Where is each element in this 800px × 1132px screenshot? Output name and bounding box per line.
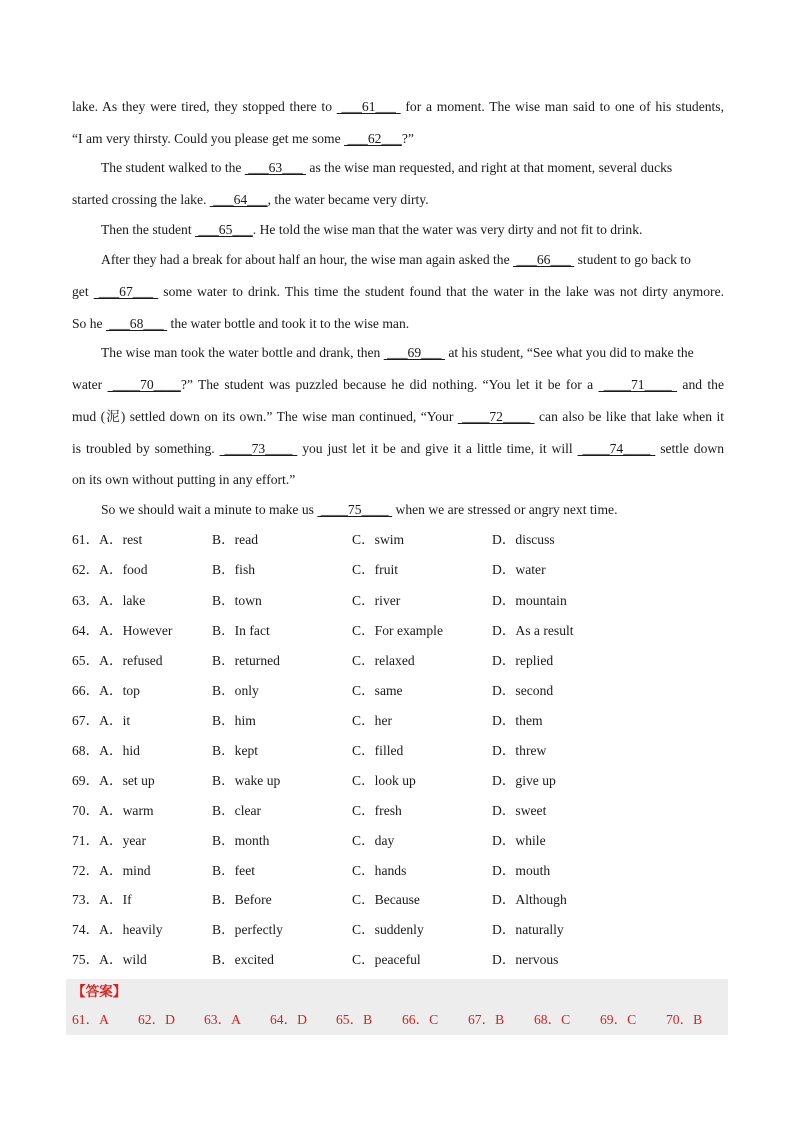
option-c[interactable]: C．filled [352, 743, 404, 758]
passage-text: So he [72, 316, 106, 331]
option-b[interactable]: B．Before [212, 892, 272, 907]
passage-line [101, 158, 672, 178]
option-c[interactable]: C．fruit [352, 562, 399, 577]
question-row [72, 530, 732, 550]
option-a[interactable]: 61．A．rest [72, 532, 143, 547]
option-d[interactable]: D．naturally [492, 922, 564, 937]
answer-item: 61．A [72, 1012, 110, 1027]
blank-65[interactable]: ___65___ [195, 222, 253, 237]
blank-75[interactable]: ____75____ [317, 502, 393, 517]
blank-72[interactable]: ____72____ [457, 409, 535, 424]
blank-62[interactable]: ___62___ [344, 131, 402, 146]
option-c[interactable]: C．relaxed [352, 653, 415, 668]
passage-line [72, 282, 724, 302]
passage-text: the water bottle and took it to the wise man. [167, 316, 410, 331]
option-b[interactable]: B．only [212, 683, 259, 698]
passage-text: is troubled by something. [72, 441, 220, 456]
answer-item: 65．B [336, 1012, 373, 1027]
option-a[interactable]: 66．A．top [72, 683, 140, 698]
option-b[interactable]: B．excited [212, 952, 274, 967]
option-c[interactable]: C．suddenly [352, 922, 424, 937]
passage-line [72, 375, 724, 395]
question-row [72, 681, 732, 701]
passage-line [72, 314, 409, 334]
passage-line [101, 250, 691, 270]
answer-item: 67．B [468, 1012, 505, 1027]
option-d[interactable]: D．water [492, 562, 546, 577]
passage-line [72, 470, 295, 490]
option-a[interactable]: 69．A．set up [72, 773, 155, 788]
option-c[interactable]: C．day [352, 833, 395, 848]
option-d[interactable]: D．As a result [492, 623, 574, 638]
passage-text: After they had a break for about half an hour, the wise man again asked the [101, 252, 514, 267]
question-row [72, 711, 732, 731]
question-row [72, 621, 732, 641]
option-a[interactable]: 68．A．hid [72, 743, 140, 758]
option-b[interactable]: B．perfectly [212, 922, 283, 937]
option-a[interactable]: 73．A．If [72, 892, 132, 907]
question-row [72, 560, 732, 580]
option-c[interactable]: C．Because [352, 892, 420, 907]
option-d[interactable]: D．them [492, 713, 543, 728]
answer-item: 70．B [666, 1012, 703, 1027]
passage-text: The student walked to the [101, 160, 245, 175]
answer-item: 63．A [204, 1012, 242, 1027]
option-a[interactable]: 75．A．wild [72, 952, 147, 967]
answer-item: 68．C [534, 1012, 571, 1027]
passage-line [101, 343, 694, 363]
option-c[interactable]: C．swim [352, 532, 405, 547]
question-row [72, 741, 732, 761]
passage-text: mud (泥) settled down on its own.” The wise man continued, “Your [72, 409, 458, 424]
option-d[interactable]: D．give up [492, 773, 556, 788]
blank-69[interactable]: ___69___ [383, 345, 445, 360]
blank-71[interactable]: ____71____ [598, 377, 678, 392]
question-row [72, 831, 732, 851]
passage-line [72, 439, 724, 459]
blank-61[interactable]: ___61___ [336, 99, 401, 114]
option-d[interactable]: D．discuss [492, 532, 555, 547]
option-d[interactable]: D．while [492, 833, 546, 848]
question-row [72, 920, 732, 940]
option-b[interactable]: B．returned [212, 653, 280, 668]
option-d[interactable]: D．mountain [492, 593, 567, 608]
passage-text: , the water became very dirty. [267, 192, 429, 207]
option-c[interactable]: C．For example [352, 623, 443, 638]
option-a[interactable]: 70．A．warm [72, 803, 154, 818]
option-d[interactable]: D．second [492, 683, 554, 698]
option-a[interactable]: 65．A．refused [72, 653, 163, 668]
option-a[interactable]: 74．A．heavily [72, 922, 163, 937]
option-a[interactable]: 72．A．mind [72, 863, 151, 878]
option-c[interactable]: C．look up [352, 773, 416, 788]
blank-74[interactable]: ____74____ [577, 441, 656, 456]
passage-text: lake. As they were tired, they stopped there to [72, 99, 337, 114]
option-a[interactable]: 71．A．year [72, 833, 146, 848]
option-a[interactable]: 64．A．However [72, 623, 173, 638]
passage-text: The wise man took the water bottle and drank, then [101, 345, 384, 360]
option-d[interactable]: D．replied [492, 653, 554, 668]
question-row [72, 950, 732, 970]
passage-text: as the wise man requested, and right at that moment, several ducks [306, 160, 673, 175]
answer-heading: 【答案】 [72, 984, 127, 999]
blank-66[interactable]: ___66___ [513, 252, 575, 267]
passage-text: on its own without putting in any effort.” [72, 472, 296, 487]
passage-text: ?” The student was puzzled because he did nothing. “You let it be for a [180, 377, 599, 392]
passage-text: can also be like that lake when it [534, 409, 724, 424]
blank-64[interactable]: ___64___ [209, 192, 268, 207]
passage-line [72, 407, 724, 427]
passage-text: started crossing the lake. [72, 192, 210, 207]
passage-text: for a moment. The wise man said to one of his students, [400, 99, 724, 114]
passage-text: when we are stressed or angry next time. [392, 502, 618, 517]
passage-text: “I am very thirsty. Could you please get me some [72, 131, 345, 146]
option-c[interactable]: C．hands [352, 863, 407, 878]
option-b[interactable]: B．him [212, 713, 256, 728]
option-b[interactable]: B．month [212, 833, 270, 848]
blank-63[interactable]: ___63___ [244, 160, 307, 175]
option-b[interactable]: B．kept [212, 743, 259, 758]
question-row [72, 651, 732, 671]
passage-text: and the [677, 377, 724, 392]
question-row [72, 890, 732, 910]
passage-text: . He told the wise man that the water was very dirty and not fit to drink. [252, 222, 643, 237]
answer-item: 66．C [402, 1012, 439, 1027]
passage-text: you just let it be and give it a little time, it will [297, 441, 578, 456]
question-row [72, 591, 732, 611]
passage-line [72, 129, 414, 149]
passage-text: student to go back to [574, 252, 691, 267]
option-a[interactable]: 67．A．it [72, 713, 131, 728]
passage-text: ?” [401, 131, 414, 146]
answer-list [72, 1010, 732, 1030]
option-d[interactable]: D．threw [492, 743, 547, 758]
option-b[interactable]: B．feet [212, 863, 256, 878]
option-c[interactable]: C．same [352, 683, 403, 698]
option-a[interactable]: 62．A．food [72, 562, 148, 577]
question-row [72, 801, 732, 821]
option-a[interactable]: 63．A．lake [72, 593, 146, 608]
option-c[interactable]: C．fresh [352, 803, 402, 818]
blank-67[interactable]: ___67___ [93, 284, 159, 299]
passage-text: some water to drink. This time the student found that the water in the lake was not dirty anymore. [158, 284, 724, 299]
question-row [72, 771, 732, 791]
passage-line [72, 97, 724, 117]
option-c[interactable]: C．peaceful [352, 952, 421, 967]
blank-73[interactable]: ____73____ [219, 441, 298, 456]
option-c[interactable]: C．her [352, 713, 393, 728]
option-d[interactable]: D．mouth [492, 863, 551, 878]
option-b[interactable]: B．town [212, 593, 262, 608]
passage-line [101, 220, 642, 240]
blank-70[interactable]: ____70____ [107, 377, 181, 392]
answer-item: 62．D [138, 1012, 176, 1027]
passage-text: Then the student [101, 222, 196, 237]
passage-text: water [72, 377, 108, 392]
option-d[interactable]: D．sweet [492, 803, 547, 818]
passage-text: get [72, 284, 94, 299]
question-row [72, 861, 732, 881]
blank-68[interactable]: ___68___ [105, 316, 168, 331]
passage-line [101, 500, 617, 520]
passage-text: at his student, “See what you did to make the [444, 345, 694, 360]
option-b[interactable]: B．clear [212, 803, 262, 818]
passage-text: So we should wait a minute to make us [101, 502, 318, 517]
option-d[interactable]: D．nervous [492, 952, 559, 967]
option-b[interactable]: B．fish [212, 562, 256, 577]
option-d[interactable]: D．Although [492, 892, 567, 907]
option-c[interactable]: C．river [352, 593, 401, 608]
option-b[interactable]: B．wake up [212, 773, 281, 788]
passage-line [72, 190, 429, 210]
answer-item: 64．D [270, 1012, 308, 1027]
option-b[interactable]: B．In fact [212, 623, 270, 638]
passage-text: settle down [655, 441, 724, 456]
option-b[interactable]: B．read [212, 532, 259, 547]
answer-item: 69．C [600, 1012, 637, 1027]
